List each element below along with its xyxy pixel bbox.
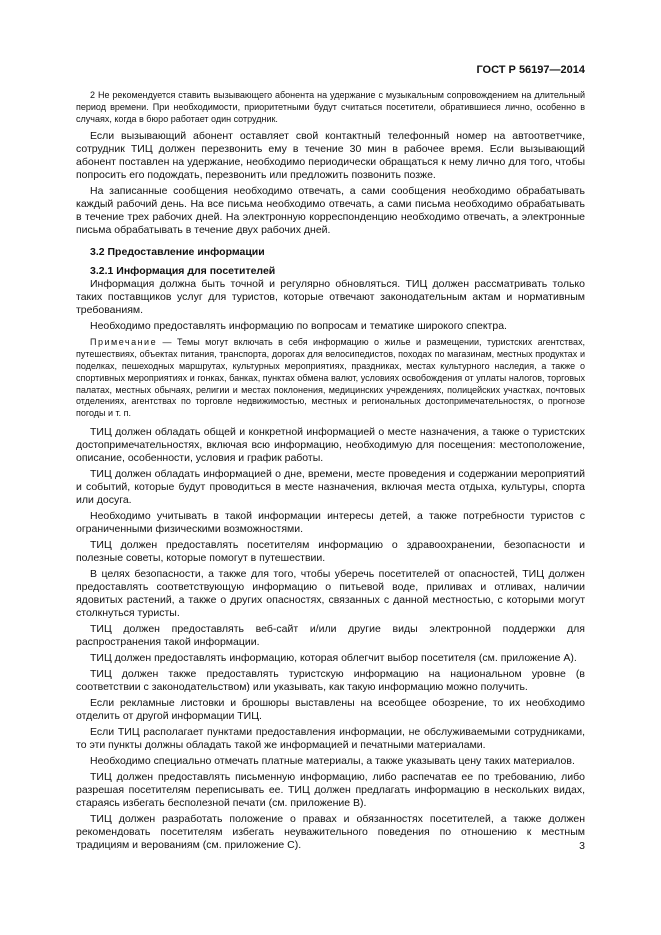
paragraph: Если вызывающий абонент оставляет свой контактный телефонный номер на автоответчике, сотрудник ТИЦ должен перезвонить ему в течение 30 мин в рабочее время. Если вызывающий абонент поставлен на удержание, необходимо периодически обращаться к нему лично для того, чтобы попросить его подождать, перезвонить или предложить позвонить позже. bbox=[76, 130, 585, 182]
paragraph: ТИЦ должен предоставлять веб-сайт и/или другие виды электронной поддержки для распространения такой информации. bbox=[76, 622, 585, 648]
paragraph: Необходимо специально отмечать платные материалы, а также указывать цену таких материалов. bbox=[90, 754, 575, 767]
section-heading-3-2-1: 3.2.1 Информация для посетителей bbox=[90, 265, 276, 278]
paragraph: Необходимо предоставлять информацию по вопросам и тематике широкого спектра. bbox=[90, 320, 507, 333]
paragraph: Если рекламные листовки и брошюры выставлены на всеобщее обозрение, то их необходимо отделить от другой информации ТИЦ. bbox=[76, 696, 585, 722]
page-number: 3 bbox=[579, 840, 585, 852]
note-label: Примечание bbox=[90, 337, 158, 348]
section-heading-3-2: 3.2 Предоставление информации bbox=[90, 246, 265, 259]
paragraph-group-a bbox=[76, 278, 585, 333]
paragraph: Необходимо учитывать в такой информации интересы детей, а также потребности туристов с ограниченными физическими возможностями. bbox=[76, 509, 585, 535]
paragraph: На записанные сообщения необходимо отвечать, а сами сообщения необходимо обрабатывать каждый рабочий день. На все письма необходимо отвечать, а сами письма необходимо обрабатывать в течение трех рабочих дней. На электронную корреспонденцию необходимо отвечать, а электронные письма обрабатывать в течение двух рабочих дней. bbox=[76, 185, 585, 237]
paragraph: ТИЦ должен разработать положение о правах и обязанностях посетителей, а также должен рекомендовать посетителям избегать неуважительного поведения по отношению к местным традициям и верованиям (см. приложение С). bbox=[76, 812, 585, 851]
document-body bbox=[76, 90, 585, 855]
paragraph-group-top bbox=[76, 130, 585, 237]
paragraph: ТИЦ должен обладать информацией о дне, времени, месте проведения и содержании мероприятий и событий, которые будут проводиться в месте назначения, включая места отдыха, культуры, спорта или досуга. bbox=[76, 467, 585, 506]
paragraph: ТИЦ должен обладать общей и конкретной информацией о месте назначения, а также о туристских достопримечательностях, включая всю информацию, необходимую для посещения: местоположение, описание, особенности, условия и график работы. bbox=[76, 425, 585, 464]
paragraph: Информация должна быть точной и регулярно обновляться. ТИЦ должен рассматривать только таких поставщиков услуг для туристов, которые отвечают законодательным актам и нормативным требованиям. bbox=[76, 278, 585, 317]
paragraph: ТИЦ должен предоставлять письменную информацию, либо распечатав ее по требованию, либо разрешая посетителям переписывать ее. ТИЦ должен предлагать информацию в нескольких видах, стараясь избегать бесполезной печати (см. приложение В). bbox=[76, 770, 585, 809]
paragraph: Если ТИЦ располагает пунктами предоставления информации, не обслуживаемыми сотрудниками, то эти пункты должны обладать такой же информацией и печатными материалами. bbox=[76, 725, 585, 751]
document-header: ГОСТ Р 56197—2014 bbox=[476, 64, 585, 76]
paragraph: В целях безопасности, а также для того, чтобы уберечь посетителей от опасностей, ТИЦ должен предоставлять соответствующую информацию о питьевой воде, приливах и отливах, наличии ядовитых растений, а также о других опасностях, связанных с данной местностью, с которыми могут столкнуться туристы. bbox=[76, 567, 585, 619]
paragraph-group-b bbox=[76, 426, 585, 852]
paragraph: ТИЦ должен предоставлять информацию, которая облегчит выбор посетителя (см. приложение А). bbox=[90, 651, 577, 664]
paragraph: ТИЦ должен также предоставлять туристскую информацию на национальном уровне (в соответствии с законодательством) или указывать, как такую информацию можно получить. bbox=[76, 667, 585, 693]
note-text: — Темы могут включать в себя информацию о жилье и размещении, туристских агентствах, путешествиях, объектах питания, транспорта, дорогах для велосипедистов, походах по магазинам, местных продуктах и поделках, пешеходных маршрутах, культурных мероприятиях, праздниках, местах культурного наследия, а также о спортивных мероприятиях и гонках, банках, пунктах обмена валют, условиях освобождения от уплаты налогов, торговых палатах, местных обычаях, религии и местах поклонения, медицинских учреждениях, полицейских участках, почтовых отделениях, агентствах по торговле недвижимостью, местных и региональных достопримечательностях, о прогнозе погоды и т. п. bbox=[76, 337, 585, 419]
note-block bbox=[76, 337, 585, 420]
note-2: 2 Не рекомендуется ставить вызывающего абонента на удержание с музыкальным сопровождением на длительный период времени. При необходимости, приоритетными будут считаться посетители, обратившиеся лично, особенно в случаях, когда в бюро работает один сотрудник. bbox=[76, 90, 585, 124]
paragraph: ТИЦ должен предоставлять посетителям информацию о здравоохранении, безопасности и полезные советы, которые помогут в путешествии. bbox=[76, 538, 585, 564]
